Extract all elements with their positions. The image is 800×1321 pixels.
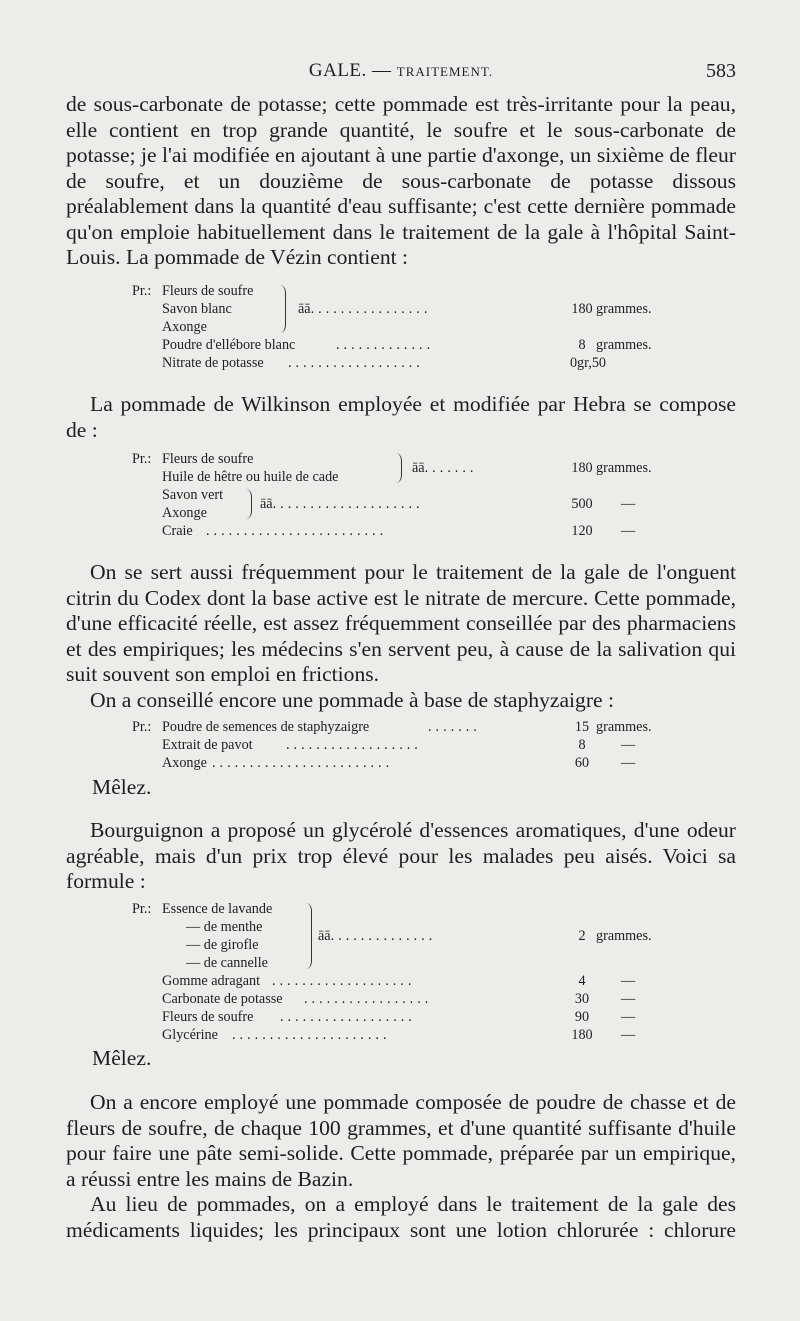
quantity: 180	[571, 301, 593, 317]
recipe-pr: Pr.:	[132, 719, 152, 735]
ingredient: Glycérine	[162, 1027, 218, 1043]
quantity: 15	[574, 719, 590, 735]
recipe-pr: Pr.:	[132, 451, 152, 467]
paragraph-5-block	[66, 818, 736, 895]
leader-dots: ........................	[212, 755, 394, 771]
recipe-row	[66, 336, 736, 354]
paragraph-2-block	[66, 392, 736, 443]
recipe-row	[66, 954, 736, 972]
ingredient: Nitrate de potasse	[162, 355, 264, 371]
ingredient: Fleurs de soufre	[162, 1009, 254, 1025]
recipe-vezin	[66, 282, 736, 374]
ingredient: Huile de hêtre ou huile de cade	[162, 469, 339, 485]
paragraph-6-block	[66, 1090, 736, 1243]
ditto-dash: —	[621, 973, 636, 989]
ditto-dash: —	[621, 1009, 636, 1025]
quantity: 120	[571, 523, 593, 539]
ingredient: Savon vert	[162, 487, 224, 503]
recipe-wilkinson	[66, 450, 736, 542]
recipe-row	[66, 300, 736, 318]
ditto-dash: —	[621, 1027, 636, 1043]
leader-dots: ..................	[288, 355, 424, 371]
ingredient: Axonge	[162, 505, 207, 521]
quantity: 0gr,50	[569, 355, 607, 371]
paragraph-7: Au lieu de pommades, on a employé dans le traitement de la gale des médicaments liquides; les principaux sont une lotion chlorurée : chlorure	[66, 1192, 736, 1242]
aa-mark: āā................	[298, 301, 432, 317]
recipe-row	[66, 936, 736, 954]
aa-label: āā	[318, 928, 331, 944]
ingredient: — de girofle	[186, 937, 259, 953]
paragraph-3: On se sert aussi fréquemment pour le traitement de la gale de l'onguent citrin du Codex dont la base active est le nitrate de mercure. Cette pommade, d'une efficacité réelle, est assez fréquemment conseillée par des pharmaciens et des empiriques; les médecins s'en servent peu, à cause de la salivation qui suit souvent son emploi en frictions.	[66, 560, 736, 686]
recipe-row	[66, 1008, 736, 1026]
ingredient: Carbonate de potasse	[162, 991, 283, 1007]
recipe-pr: Pr.:	[132, 901, 152, 917]
running-header	[66, 60, 736, 86]
quantity: 60	[574, 755, 590, 771]
recipe-row	[66, 718, 736, 736]
recipe-row	[66, 522, 736, 540]
leader-dots: .....................	[232, 1027, 391, 1043]
recipe-row	[66, 1026, 736, 1044]
ingredient: Essence de lavande	[162, 901, 273, 917]
unit: grammes.	[596, 337, 652, 353]
page-number: 583	[706, 60, 736, 82]
paragraph-4: On a conseillé encore une pommade à base de staphyzaigre :	[90, 687, 615, 712]
recipe-row	[66, 918, 736, 944]
quantity: 30	[574, 991, 590, 1007]
paragraph-3-block	[66, 560, 736, 713]
brace	[396, 453, 402, 483]
recipe-row	[66, 504, 736, 522]
brace	[246, 489, 252, 519]
aa-mark: āā....................	[260, 496, 424, 512]
leader-dots: .................	[304, 991, 433, 1007]
aa-label: āā	[260, 496, 273, 512]
ingredient: Gomme adragant	[162, 973, 261, 989]
title-sub: TRAITEMENT.	[396, 64, 494, 79]
unit: grammes.	[596, 460, 652, 476]
paragraph-5: Bourguignon a proposé un glycérolé d'essences aromatiques, d'une odeur agréable, mais d'un prix trop élevé pour les malades peu aisés. Voici sa formule :	[66, 818, 736, 893]
leader-dots: .......	[428, 719, 481, 735]
aa-mark: āā..............	[318, 928, 437, 944]
quantity: 4	[578, 973, 586, 989]
aa-label: āā	[298, 301, 311, 317]
melez-2: Mêlez.	[92, 1046, 152, 1070]
ingredient: Poudre d'ellébore blanc	[162, 337, 296, 353]
brace	[280, 285, 286, 333]
ingredient: Extrait de pavot	[162, 737, 253, 753]
recipe-row	[66, 972, 736, 990]
ditto-dash: —	[621, 991, 636, 1007]
aa-mark: āā.......	[412, 460, 478, 476]
quantity: 90	[574, 1009, 590, 1025]
brace	[306, 903, 312, 969]
recipe-row	[66, 282, 736, 300]
quantity: 2	[578, 928, 586, 944]
ditto-dash: —	[621, 523, 636, 539]
recipe-row	[66, 736, 736, 754]
leader-dots: ...................	[272, 973, 416, 989]
paragraph-6: On a encore employé une pommade composée de poudre de chasse et de fleurs de soufre, de chaque 100 grammes, et d'une quantité suffisante d'huile pour faire une pâte semi-solide. Cette pommade, préparée par un empirique, a réussi entre les mains de Bazin.	[66, 1090, 736, 1191]
recipe-pr: Pr.:	[132, 283, 152, 299]
leader-dots: ..................	[280, 1009, 416, 1025]
leader-dots: .............	[336, 337, 435, 353]
aa-label: āā	[412, 460, 425, 476]
ingredient: — de menthe	[186, 919, 263, 935]
recipe-row	[66, 318, 736, 336]
quantity: 500	[571, 496, 593, 512]
unit: grammes.	[596, 719, 652, 735]
melez-1: Mêlez.	[92, 775, 152, 799]
quantity: 8	[578, 737, 586, 753]
ingredient: Fleurs de soufre	[162, 283, 254, 299]
paragraph-1: de sous-carbonate de potasse; cette pommade est très-irritante pour la peau, elle contient en trop grande quantité, le soufre et le sous-carbonate de potasse; je l'ai modifiée en ajoutant à une partie d'axonge, un sixième de fleur de soufre, et un douzième de sous-carbonate de potasse dissous préalablement dans la quantité d'eau suffisante; c'est cette dernière pommade qu'on emploie habituellement dans le traitement de la gale à l'hôpital Saint-Louis. La pommade de Vézin contient :	[66, 92, 736, 269]
paragraph-1-block	[66, 92, 736, 271]
ingredient: Axonge	[162, 319, 207, 335]
ingredient: Fleurs de soufre	[162, 451, 254, 467]
title-separator: —	[372, 60, 392, 81]
recipe-row	[66, 354, 736, 372]
ditto-dash: —	[621, 755, 636, 771]
unit: grammes.	[596, 928, 652, 944]
leader-dots: ........................	[206, 523, 388, 539]
recipe-row	[66, 990, 736, 1008]
title-main: GALE.	[308, 60, 367, 81]
ditto-dash: —	[621, 496, 636, 512]
ingredient: Axonge	[162, 755, 207, 771]
unit: grammes.	[596, 301, 652, 317]
recipe-staphyzaigre	[66, 718, 736, 772]
ingredient: Savon blanc	[162, 301, 232, 317]
page-title	[66, 60, 736, 82]
paragraph-2: La pommade de Wilkinson employée et modifiée par Hebra se compose de :	[66, 392, 736, 442]
recipe-row	[66, 754, 736, 772]
quantity: 180	[571, 1027, 593, 1043]
leader-dots: ..................	[286, 737, 422, 753]
ingredient: Poudre de semences de staphyzaigre	[162, 719, 370, 735]
ingredient: Craie	[162, 523, 193, 539]
ditto-dash: —	[621, 737, 636, 753]
recipe-bourguignon	[66, 900, 736, 1046]
recipe-row	[66, 486, 736, 512]
recipe-row	[66, 900, 736, 918]
quantity: 180	[571, 460, 593, 476]
ingredient: — de cannelle	[186, 955, 268, 971]
quantity: 8	[578, 337, 586, 353]
